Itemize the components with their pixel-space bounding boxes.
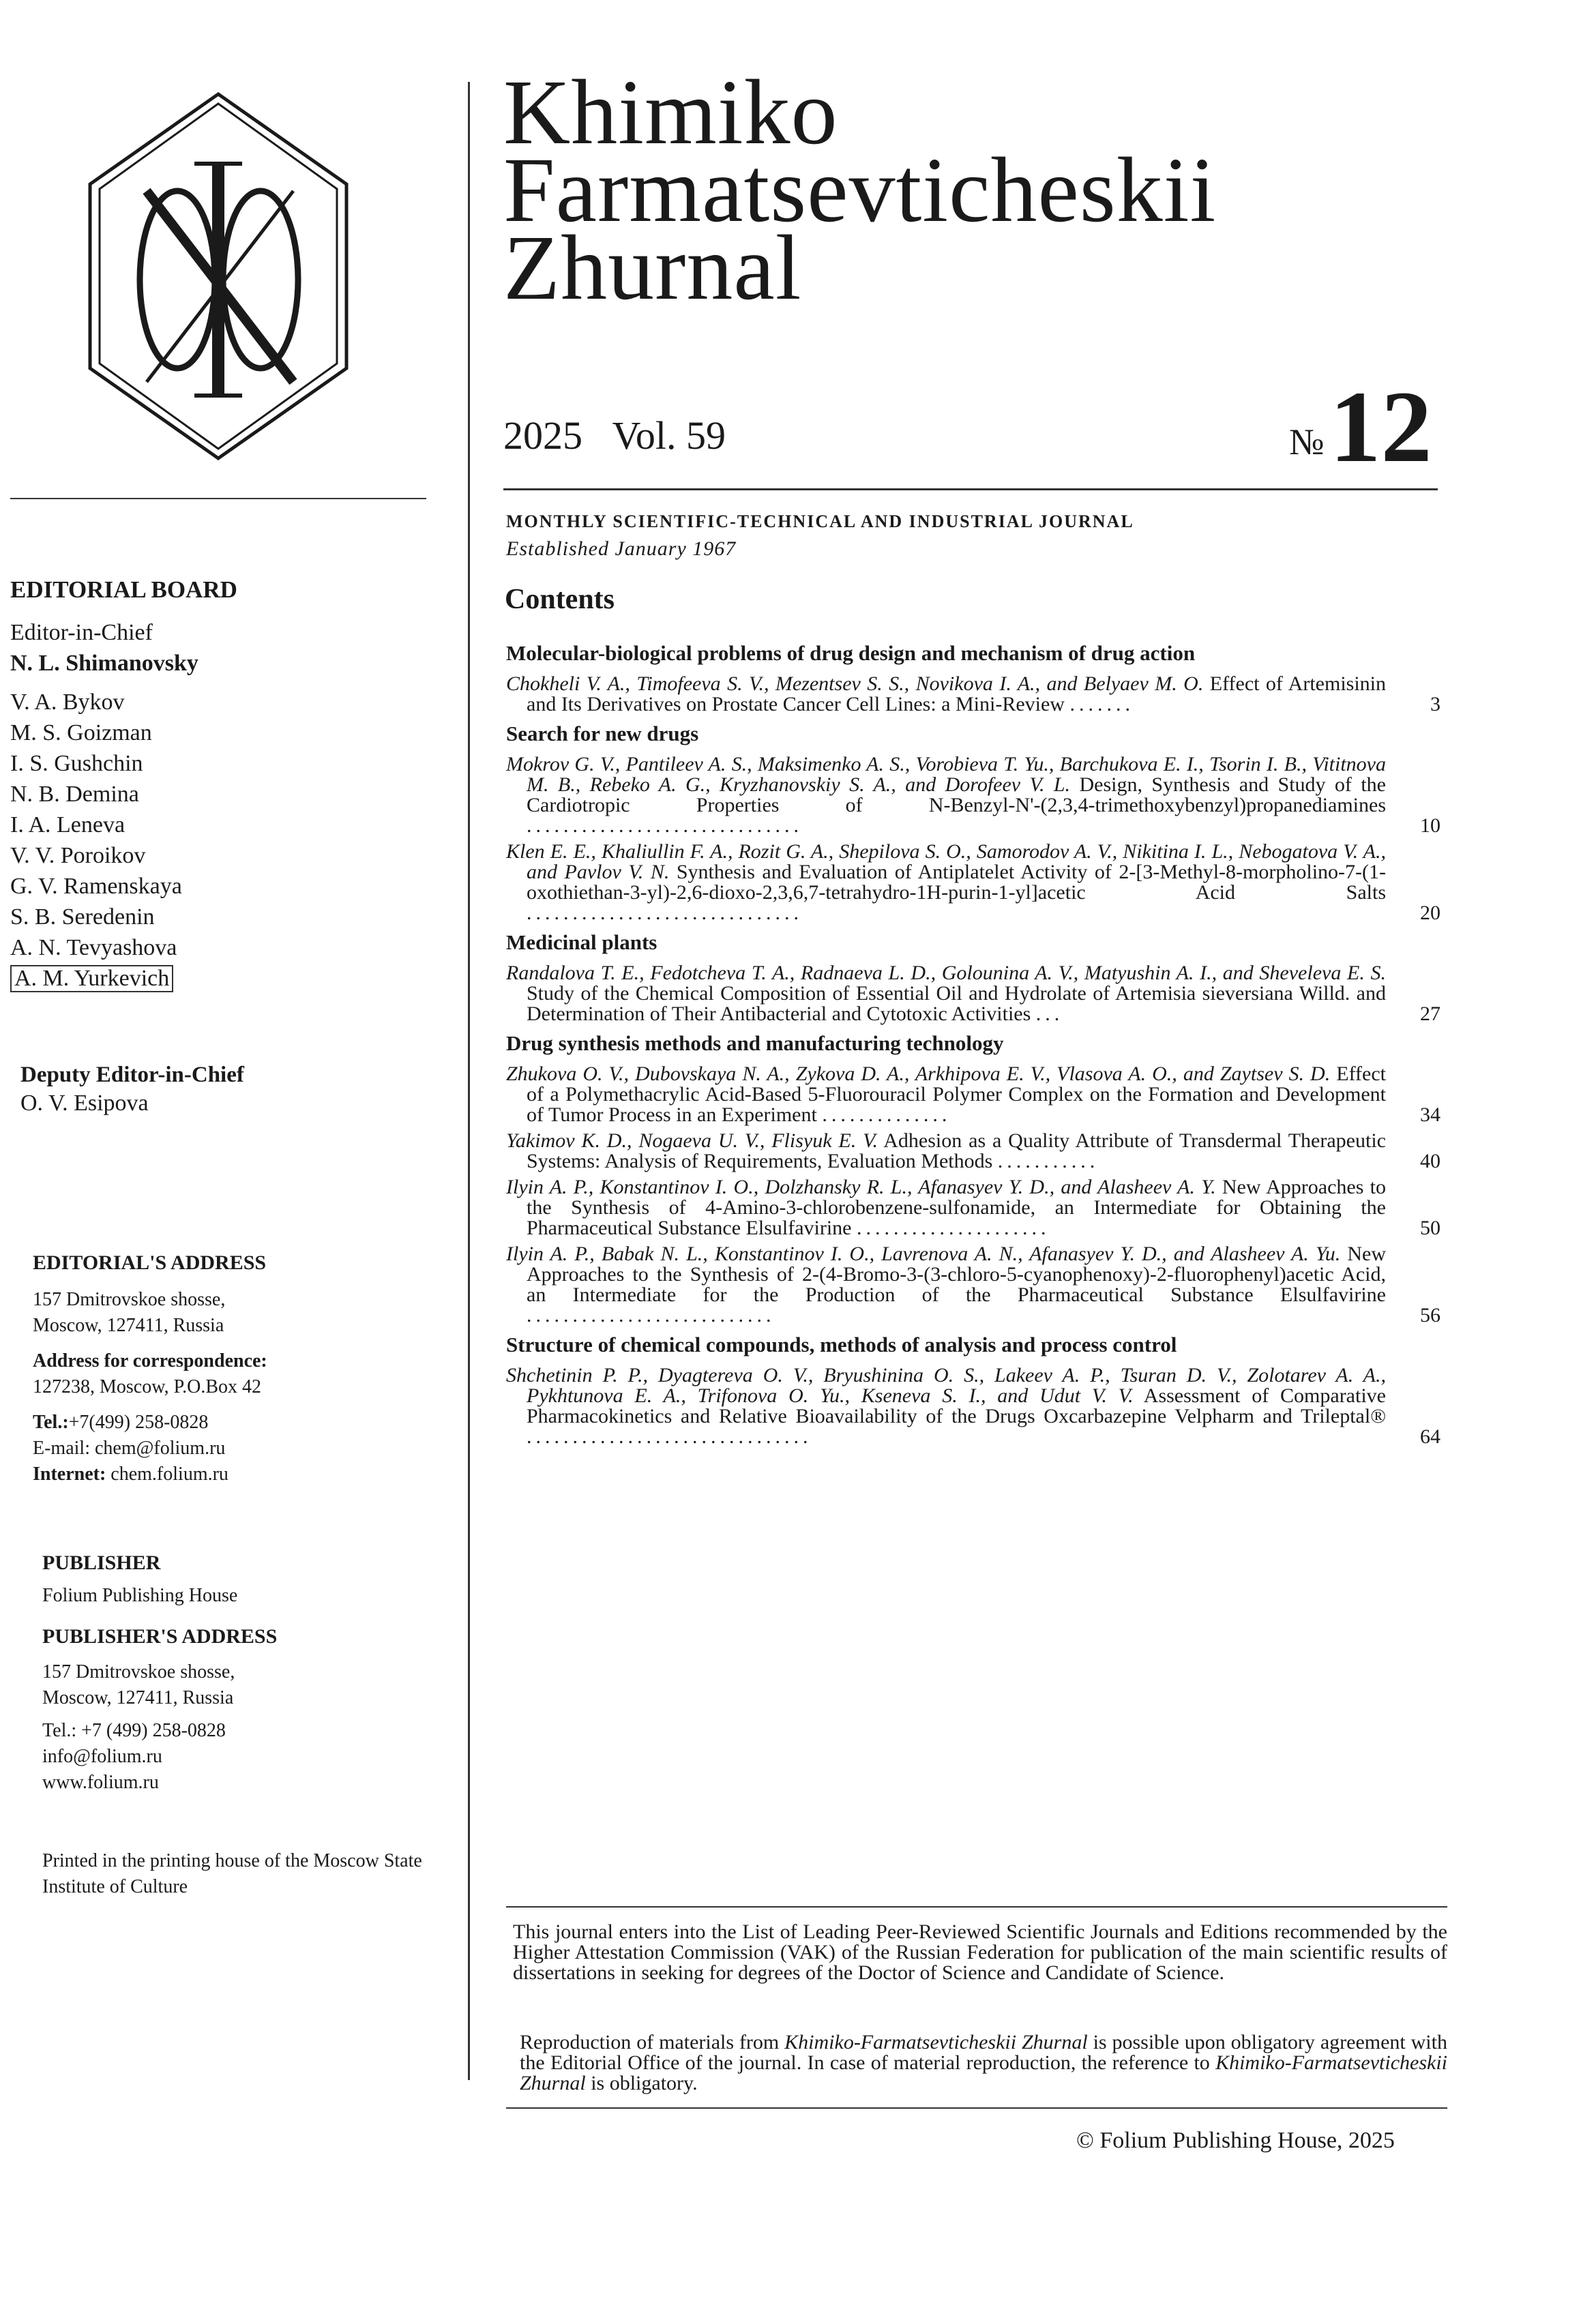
journal-title <box>503 61 1217 319</box>
year-volume <box>503 413 726 458</box>
toc-page: 20 <box>1420 902 1440 924</box>
toc-page: 50 <box>1420 1217 1440 1239</box>
toc-authors: Shchetinin P. P., Dyagtereva O. V., Bryushinina O. S., Lakeev A. P., Tsuran D. V., Zolotarev A. A., Pykhtunova E. A., Trifonova O. Yu., Kseneva S. I., and Udut V. V. <box>506 1364 1386 1407</box>
deputy-block <box>20 1063 457 1118</box>
toc-article-title: New Approaches to the Synthesis of 4-Amino-3-chlorobenzene-sulfonamide, an Intermediate for Obtaining the Pharmaceutical Substance Elsulfavirine <box>527 1176 1387 1239</box>
volume: Vol. 59 <box>612 413 726 458</box>
journal-logo <box>82 89 355 464</box>
publisher-block <box>42 1552 452 1796</box>
toc-entry[interactable]: Zhukova O. V., Dubovskaya N. A., Zykova D. A., Arkhipova E. V., Vlasova A. O., and Zaytsev S. D. Effect of a Polymethacrylic Acid-Based 5-Fluorouracil Polymer Complex on the Formation and Development of Tumor Process in an Experiment .............. 34 <box>506 1063 1440 1126</box>
sidebar-top-rule <box>10 498 426 499</box>
vak-notice: This journal enters into the List of Leading Peer-Reviewed Scientific Journals and Editions recommended by the Higher Attestation Commission (VAK) of the Russian Federation for publication of the main scientific results of dissertations in seeking for degrees of the Doctor of Science and Candidate of Science. <box>513 1920 1447 1984</box>
toc-section-title: Drug synthesis methods and manufacturing technology <box>506 1031 1004 1055</box>
internet-label: Internet: <box>33 1464 106 1485</box>
toc-entry[interactable]: Yakimov K. D., Nogaeva U. V., Flisyuk E. V. Adhesion as a Quality Attribute of Transdermal Therapeutic Systems: Analysis of Requirements, Evaluation Methods ........... 40 <box>506 1129 1440 1172</box>
title-line: Farmatsevticheskii <box>503 139 1217 241</box>
toc-section-title: Structure of chemical compounds, methods of analysis and process control <box>506 1333 1177 1356</box>
issue-symbol: № <box>1289 421 1325 462</box>
table-of-contents <box>506 634 1440 1453</box>
title-line: Zhurnal <box>503 217 802 319</box>
editorial-board <box>10 576 454 994</box>
publisher-address-heading: PUBLISHER'S ADDRESS <box>42 1625 278 1648</box>
editorial-address-heading: EDITORIAL'S ADDRESS <box>33 1251 267 1274</box>
editorial-board-heading: EDITORIAL BOARD <box>10 576 237 603</box>
board-member: I. S. Gushchin <box>10 751 143 776</box>
deputy-label: Deputy Editor-in-Chief <box>20 1063 244 1087</box>
toc-authors: Yakimov K. D., Nogaeva U. V., Flisyuk E. V. <box>506 1129 878 1152</box>
board-member: S. B. Seredenin <box>10 904 155 930</box>
board-member: G. V. Ramenskaya <box>10 874 182 899</box>
tel-label: Tel.: <box>33 1412 69 1433</box>
internet-value[interactable]: chem.folium.ru <box>110 1464 228 1485</box>
toc-entry[interactable]: Ilyin A. P., Konstantinov I. O., Dolzhansky R. L., Afanasyev Y. D., and Alasheev A. Y. New Approaches to the Synthesis of 4-Amino-3-chlorobenzene-sulfonamide, an Intermediate for Obtaining the Pharmaceutical Substance Elsulfavirine ..................... 50 <box>506 1176 1440 1239</box>
issue-number <box>1289 368 1432 486</box>
reproduction-notice <box>520 2032 1447 2094</box>
toc-article-title: Assessment of Comparative Pharmacokinetics and Relative Bioavailability of the Drugs Oxcarbazepine Velpharm and Trileptal® <box>527 1384 1386 1427</box>
reproduction-text: is obligatory. <box>585 2072 698 2094</box>
toc-entry[interactable]: Klen E. E., Khaliullin F. A., Rozit G. A., Shepilova S. O., Samorodov A. V., Nikitina I. L., Nebogatova V. A., and Pavlov V. N. Synthesis and Evaluation of Antiplatelet Activity of 2-[3-Methyl-8-morpholino-7-(1-oxothiethan-3-yl)-2,6-dioxo-2,3,6,7-tetrahydro-1H-purin-1-yl]acetic Acid Salts .............................. 20 <box>506 840 1440 924</box>
toc-entry[interactable]: Shchetinin P. P., Dyagtereva O. V., Bryushinina O. S., Lakeev A. P., Tsuran D. V., Zolotarev A. A., Pykhtunova E. A., Trifonova O. Yu., Kseneva S. I., and Udut V. V. Assessment of Comparative Pharmacokinetics and Relative Bioavailability of the Drugs Oxcarbazepine Velpharm and Trileptal® ............................... 64 <box>506 1364 1440 1448</box>
board-member-boxed: A. M. Yurkevich <box>10 965 173 992</box>
board-member: A. N. Tevyashova <box>10 935 177 960</box>
tel-value: +7(499) 258-0828 <box>68 1412 209 1433</box>
toc-article-title: Design, Synthesis and Study of the Cardiotropic Properties of N-Benzyl-N'-(2,3,4-trimethoxybenzyl)propanediamines <box>527 773 1386 816</box>
deputy-name: O. V. Esipova <box>20 1091 149 1116</box>
toc-entry[interactable]: Ilyin A. P., Babak N. L., Konstantinov I. O., Lavrenova A. N., Afanasyev Y. D., and Alasheev A. Yu. New Approaches to the Synthesis of 2-(4-Bromo-3-(3-chloro-5-cyanophenoxy)-2-fluorophenyl)acetic Acid, an Intermediate for the Production of the Pharmaceutical Substance Elsulfavirine ........................... 56 <box>506 1243 1440 1326</box>
editor-in-chief-name: N. L. Shimanovsky <box>10 651 198 676</box>
toc-page: 10 <box>1420 814 1440 837</box>
reproduction-text: Reproduction of materials from <box>520 2031 785 2053</box>
board-member: V. V. Poroikov <box>10 843 146 868</box>
toc-page: 40 <box>1420 1150 1440 1172</box>
toc-article-title: Synthesis and Evaluation of Antiplatelet Activity of 2-[3-Methyl-8-morpholino-7-(1-oxothiethan-3-yl)-2,6-dioxo-2,3,6,7-tetrahydro-1H-purin-1-yl]acetic Acid Salts <box>527 861 1386 904</box>
toc-authors: Randalova T. E., Fedotcheva T. A., Radnaeva L. D., Golounina A. V., Matyushin A. I., and Sheveleva E. S. <box>506 962 1386 984</box>
toc-entry[interactable]: Chokheli V. A., Timofeeva S. V., Mezentsev S. S., Novikova I. A., and Belyaev M. O. Effect of Artemisinin and Its Derivatives on Prostate Cancer Cell Lines: a Mini-Review ....... 3 <box>506 672 1440 715</box>
printed-note: Printed in the printing house of the Moscow State Institute of Culture <box>42 1850 422 1897</box>
email-label: E-mail: <box>33 1438 90 1459</box>
established-date: Established January 1967 <box>506 537 737 560</box>
toc-section-title: Medicinal plants <box>506 930 657 954</box>
board-member: N. B. Demina <box>10 782 139 807</box>
toc-entry[interactable]: Mokrov G. V., Pantileev A. S., Maksimenko A. S., Vorobieva T. Yu., Barchukova E. I., Tsorin I. B., Vititnova M. B., Rebeko A. G., Kryzhanovskiy S. A., and Dorofeev V. L. Design, Synthesis and Study of the Cardiotropic Properties of N-Benzyl-N'-(2,3,4-trimethoxybenzyl)propanediamines .............................. 10 <box>506 753 1440 837</box>
toc-section-title: Molecular-biological problems of drug design and mechanism of drug action <box>506 641 1196 665</box>
correspondence-address: 127238, Moscow, P.O.Box 42 <box>33 1376 261 1397</box>
publisher-address-line: Moscow, 127411, Russia <box>42 1687 234 1708</box>
journal-name: Khimiko-Farmatsevticheskii Zhurnal <box>784 2031 1088 2053</box>
copyright: © Folium Publishing House, 2025 <box>1076 2128 1395 2153</box>
publisher-address-line: 157 Dmitrovskoe shosse, <box>42 1661 235 1682</box>
board-member: I. A. Leneva <box>10 812 125 837</box>
publisher-tel: Tel.: +7 (499) 258-0828 <box>42 1720 226 1741</box>
toc-authors: Ilyin A. P., Babak N. L., Konstantinov I. O., Lavrenova A. N., Afanasyev Y. D., and Alasheev A. Yu. <box>506 1243 1341 1265</box>
publisher-name: Folium Publishing House <box>42 1585 238 1606</box>
board-member: M. S. Goizman <box>10 720 152 745</box>
toc-authors: Zhukova O. V., Dubovskaya N. A., Zykova D. A., Arkhipova E. V., Vlasova A. O., and Zaytsev S. D. <box>506 1063 1331 1085</box>
toc-entry[interactable]: Randalova T. E., Fedotcheva T. A., Radnaeva L. D., Golounina A. V., Matyushin A. I., and Sheveleva E. S. Study of the Chemical Composition of Essential Oil and Hydrolate of Artemisia sieversiana Willd. and Determination of Their Antibacterial and Cytotoxic Activities ... 27 <box>506 962 1440 1025</box>
toc-article-title: Adhesion as a Quality Attribute of Transdermal Therapeutic Systems: Analysis of Requirements, Evaluation Methods <box>527 1129 1386 1172</box>
title-line: Khimiko <box>503 61 838 164</box>
toc-article-title: Study of the Chemical Composition of Essential Oil and Hydrolate of Artemisia sieversiana Willd. and Determination of Their Antibacterial and Cytotoxic Activities <box>527 982 1386 1025</box>
toc-page: 34 <box>1420 1103 1440 1126</box>
toc-authors: Chokheli V. A., Timofeeva S. V., Mezentsev S. S., Novikova I. A., and Belyaev M. O. <box>506 672 1204 695</box>
toc-authors: Klen E. E., Khaliullin F. A., Rozit G. A., Shepilova S. O., Samorodov A. V., Nikitina I. L., Nebogatova V. A., and Pavlov V. N. <box>506 840 1386 883</box>
journal-name: Khimiko-Farmatsevticheskii Zhurnal <box>520 2051 1447 2094</box>
masthead-rule <box>503 488 1438 490</box>
toc-article-title: Effect of Artemisinin and Its Derivatives on Prostate Cancer Cell Lines: a Mini-Review <box>527 672 1387 715</box>
toc-authors: Mokrov G. V., Pantileev A. S., Maksimenko A. S., Vorobieva T. Yu., Barchukova E. I., Tsorin I. B., Vititnova M. B., Rebeko A. G., Kryzhanovskiy S. A., and Dorofeev V. L. <box>506 753 1386 796</box>
publisher-email[interactable]: info@folium.ru <box>42 1746 162 1767</box>
toc-authors: Ilyin A. P., Konstantinov I. O., Dolzhansky R. L., Afanasyev Y. D., and Alasheev A. Y. <box>506 1176 1216 1198</box>
vertical-divider <box>468 82 470 2080</box>
footer-top-rule <box>506 1906 1447 1908</box>
toc-article-title: Effect of a Polymethacrylic Acid-Based 5-Fluorouracil Polymer Complex on the Formation and Development of Tumor Process in an Experiment <box>527 1063 1386 1126</box>
contents-heading: Contents <box>505 584 615 615</box>
publisher-website[interactable]: www.folium.ru <box>42 1772 159 1793</box>
board-member: V. A. Bykov <box>10 689 125 715</box>
editor-in-chief-label: Editor-in-Chief <box>10 620 153 645</box>
footer-bottom-rule <box>506 2107 1447 2109</box>
issue-value: 12 <box>1329 370 1432 484</box>
toc-page: 64 <box>1420 1425 1440 1448</box>
publisher-heading: PUBLISHER <box>42 1552 161 1574</box>
correspondence-label: Address for correspondence: <box>33 1350 267 1371</box>
toc-page: 3 <box>1430 693 1440 715</box>
toc-article-title: New Approaches to the Synthesis of 2-(4-Bromo-3-(3-chloro-5-cyanophenoxy)-2-fluorophenyl)acetic Acid, an Intermediate for the Production of the Pharmaceutical Substance Elsulfavirine <box>527 1243 1386 1306</box>
toc-page: 27 <box>1420 1003 1440 1025</box>
toc-page: 56 <box>1420 1304 1440 1326</box>
toc-section-title: Search for new drugs <box>506 722 699 745</box>
year: 2025 <box>503 413 582 458</box>
email-value[interactable]: chem@folium.ru <box>94 1438 226 1459</box>
editorial-address-block <box>33 1251 456 1487</box>
address-line: 157 Dmitrovskoe shosse, <box>33 1289 226 1310</box>
address-line: Moscow, 127411, Russia <box>33 1315 224 1336</box>
reproduction-text: is possible upon obligatory agreement with the Editorial Office of the journal. In case of material reproduction, the reference to <box>520 2031 1447 2074</box>
journal-subtitle: MONTHLY SCIENTIFIC-TECHNICAL AND INDUSTRIAL JOURNAL <box>506 511 1134 531</box>
